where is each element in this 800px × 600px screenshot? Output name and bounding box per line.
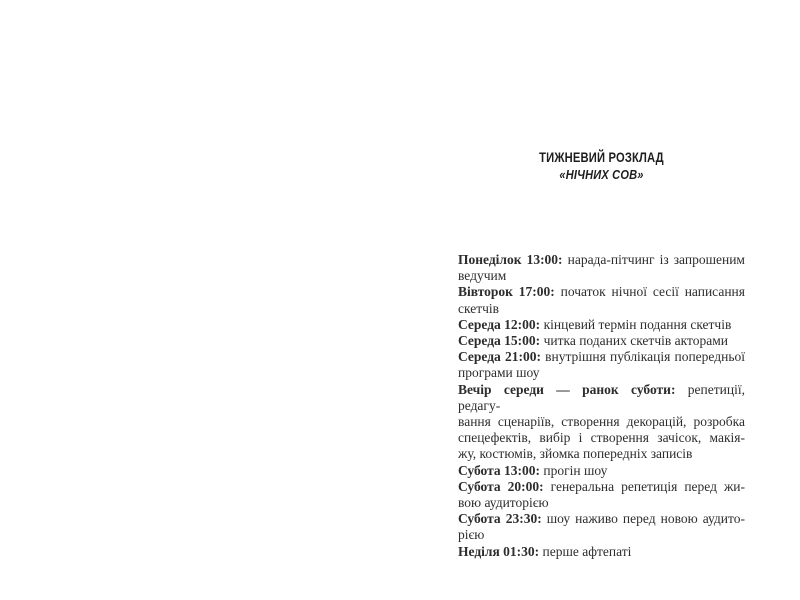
schedule-line: [458, 479, 745, 495]
schedule-day-time: Середа 12:00:: [458, 316, 541, 332]
page-title: ТИЖНЕВИЙ РОЗКЛАД: [539, 149, 664, 165]
schedule-description: внутрішня публікація попередньої: [540, 349, 745, 365]
schedule-description: вою аудиторією: [458, 495, 549, 511]
schedule-line: [458, 544, 745, 560]
schedule-day-time: Середа 21:00:: [458, 349, 541, 365]
schedule-line: [458, 495, 745, 511]
schedule-day-time: Неділя 01:30:: [458, 543, 540, 559]
schedule-line: [458, 446, 745, 462]
schedule-description: генеральна репетиція перед жи-: [543, 478, 745, 494]
schedule-line: [458, 333, 745, 349]
schedule-day-time: Субота 13:00:: [458, 462, 541, 478]
schedule-description: перше афтепаті: [539, 543, 632, 559]
schedule-day-time: Середа 15:00:: [458, 333, 541, 349]
schedule-text: [458, 252, 745, 560]
schedule-description: скетчів: [458, 300, 500, 316]
schedule-description: програми шоу: [458, 365, 540, 381]
page-subtitle: «НІЧНИХ СОВ»: [559, 167, 644, 182]
schedule-line: [458, 414, 745, 430]
schedule-description: нарада-пітчинг із запрошеним: [562, 252, 745, 267]
schedule-description: спецефектів, вибір і створення зачісок, макія-: [458, 430, 745, 446]
schedule-description: рією: [458, 527, 485, 543]
schedule-line: [458, 463, 745, 479]
schedule-line: [458, 317, 745, 333]
schedule-description: читка поданих скетчів акторами: [540, 333, 728, 349]
schedule-description: жу, костюмів, зйомка попередніх записів: [458, 446, 693, 462]
schedule-description: початок нічної сесії написання: [554, 284, 745, 300]
schedule-description: ведучим: [458, 268, 507, 284]
schedule-day-time: Понеділок 13:00:: [458, 252, 563, 267]
schedule-description: репетиції, редагу-: [458, 381, 745, 413]
schedule-description: прогін шоу: [540, 462, 608, 478]
schedule-line: [458, 349, 745, 365]
schedule-line: [458, 252, 745, 268]
schedule-line: [458, 430, 745, 446]
schedule-line: [458, 365, 745, 381]
schedule-day-time: Вечір середи — ранок суботи:: [458, 381, 676, 397]
schedule-day-time: Вівторок 17:00:: [458, 284, 555, 300]
schedule-description: кінцевий термін подання скетчів: [540, 316, 732, 332]
schedule-line: [458, 284, 745, 300]
schedule-day-time: Субота 23:30:: [458, 511, 542, 527]
schedule-line: [458, 268, 745, 284]
schedule-line: [458, 511, 745, 527]
schedule-line: [458, 382, 745, 414]
schedule-line: [458, 301, 745, 317]
page-heading: [458, 149, 745, 183]
schedule-day-time: Субота 20:00:: [458, 478, 544, 494]
schedule-line: [458, 527, 745, 543]
schedule-description: шоу наживо перед новою аудито-: [541, 511, 745, 527]
schedule-description: вання сценаріїв, створення декорацій, розробка: [458, 414, 745, 430]
